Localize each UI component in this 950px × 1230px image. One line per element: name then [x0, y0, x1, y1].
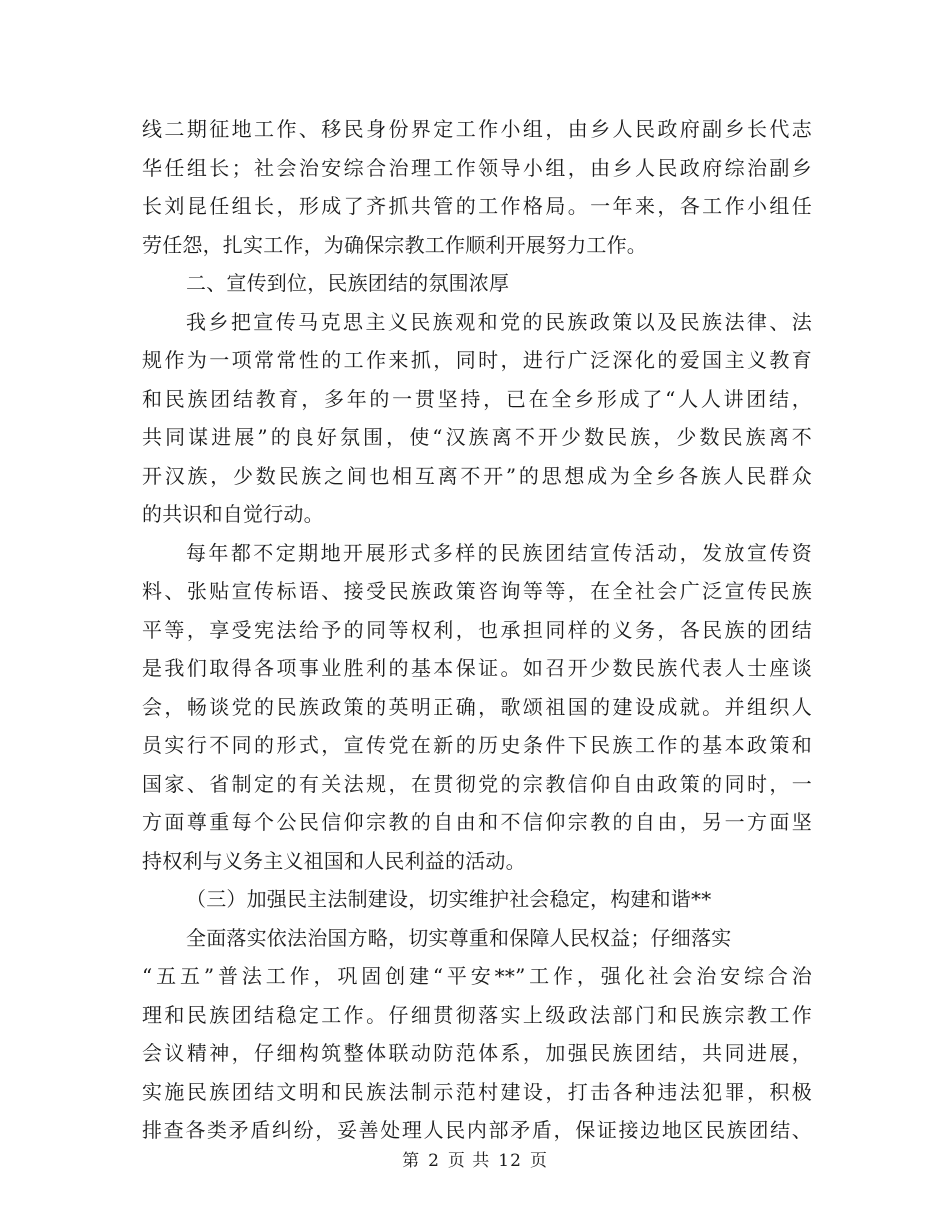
text-line: 平等，享受宪法给予的同等权利，也承担同样的义务，各民族的团结 [142, 617, 812, 642]
text-line: 我乡把宣传马克思主义民族观和党的民族政策以及民族法律、法 [186, 309, 812, 334]
text-line: 持权利与义务主义祖国和人民利益的活动。 [142, 848, 526, 873]
text-line: 华任组长；社会治安综合治理工作领导小组，由乡人民政府综治副乡 [142, 155, 812, 180]
text-line: 是我们取得各项事业胜利的基本保证。如召开少数民族代表人士座谈 [142, 656, 812, 680]
page-footer [0, 1146, 950, 1171]
text-line: 的共识和自觉行动。 [142, 502, 324, 526]
text-line: 每年都不定期地开展形式多样的民族团结宣传活动，发放宣传资 [186, 540, 812, 565]
text-line: 共同谋进展”的良好氛围，使“汉族离不开少数民族，少数民族离不 [142, 425, 812, 449]
text-line: 国家、省制定的有关法规，在贯彻党的宗教信仰自由政策的同时，一 [142, 771, 812, 796]
text-line: 料、张贴宣传标语、接受民族政策咨询等等，在全社会广泛宣传民族 [142, 579, 812, 603]
text-line: 理和民族团结稳定工作。仔细贯彻落实上级政法部门和民族宗教工作 [142, 1002, 812, 1027]
text-line: 劳任怨，扎实工作，为确保宗教工作顺利开展努力工作。 [142, 232, 647, 257]
text-line: 规作为一项常常性的工作来抓，同时，进行广泛深化的爱国主义教育 [142, 348, 812, 372]
text-line: （三）加强民主法制建设，切实维护社会稳定，构建和谐** [186, 887, 712, 911]
text-line: 二、宣传到位，民族团结的氛围浓厚 [186, 271, 510, 295]
text-line: 全面落实依法治国方略，切实尊重和保障人民权益；仔细落实 [186, 925, 732, 950]
text-line: 方面尊重每个公民信仰宗教的自由和不信仰宗教的自由，另一方面坚 [142, 810, 812, 834]
footer-current-page: 2 [428, 1151, 440, 1171]
text-line: 长刘昆任组长，形成了齐抓共管的工作格局。一年来，各工作小组任 [142, 194, 812, 218]
footer-suffix: 页 [529, 1151, 548, 1171]
footer-middle: 页 共 [447, 1151, 491, 1171]
text-line: 和民族团结教育，多年的一贯坚持，已在全乡形成了“人人讲团结， [142, 386, 812, 411]
text-line: 会，畅谈党的民族政策的英明正确，歌颂祖国的建设成就。并组织人 [142, 694, 812, 719]
footer-total-pages: 12 [498, 1151, 522, 1171]
text-line: 实施民族团结文明和民族法制示范村建设，打击各种违法犯罪，积极 [142, 1079, 812, 1104]
text-line: 员实行不同的形式，宣传党在新的历史条件下民族工作的基本政策和 [142, 733, 812, 757]
text-line: 线二期征地工作、移民身份界定工作小组，由乡人民政府副乡长代志 [142, 117, 812, 141]
text-line: 开汉族，少数民族之间也相互离不开”的思想成为全乡各族人民群众 [142, 463, 812, 488]
text-line: 排查各类矛盾纠纷，妥善处理人民内部矛盾，保证接边地区民族团结、 [142, 1118, 812, 1142]
footer-prefix: 第 [402, 1151, 421, 1171]
text-line: 会议精神，仔细构筑整体联动防范体系，加强民族团结，共同进展， [142, 1041, 812, 1065]
document-body [142, 110, 812, 1150]
text-line: “五五”普法工作，巩固创建“平安**”工作，强化社会治安综合治 [142, 964, 812, 988]
